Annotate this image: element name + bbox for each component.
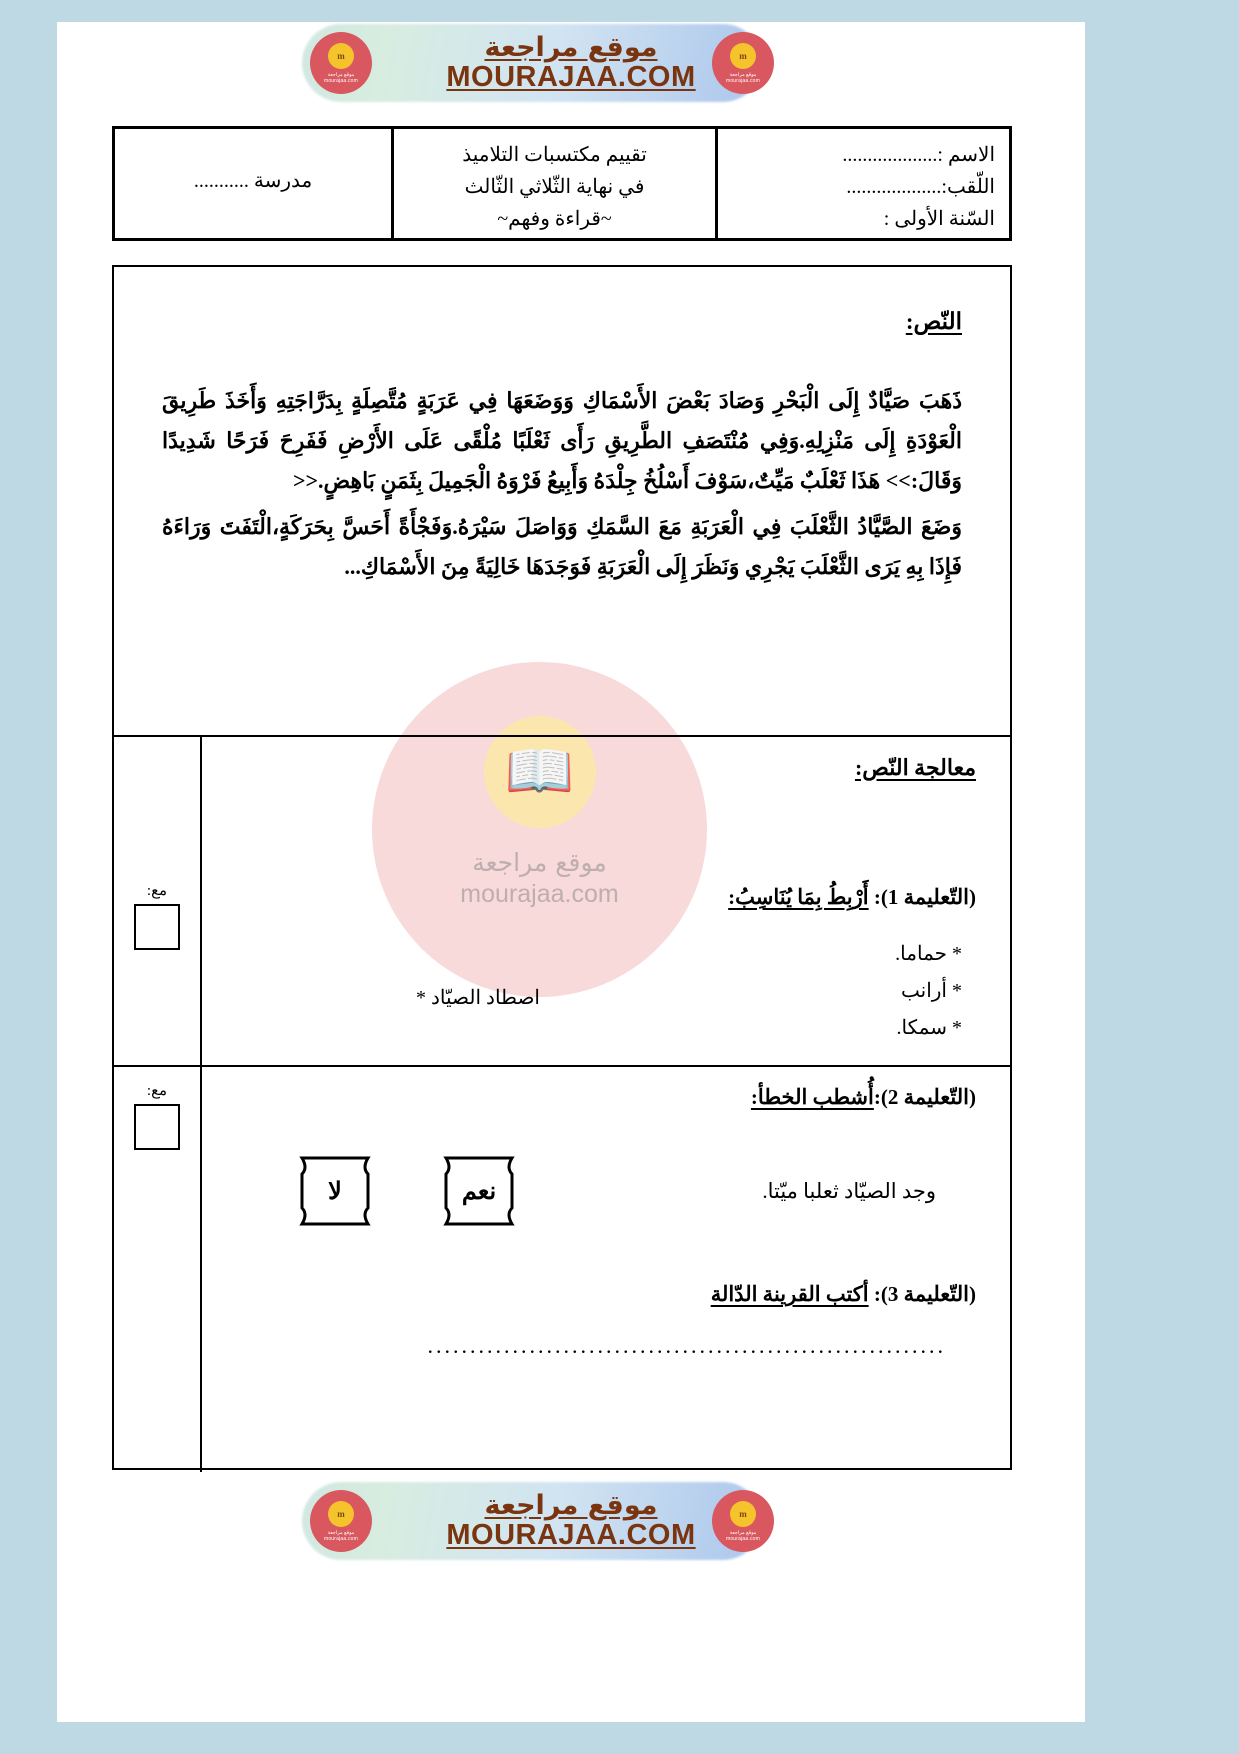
exercise-2-score-cell	[114, 1067, 202, 1472]
document-content	[57, 22, 1085, 1722]
text-treatment-row	[114, 737, 1010, 867]
matching-prompt-1[interactable]: اصطاد الصيّاد *	[416, 987, 540, 1009]
logo-sub-ar-bottom-right: موقع مراجعة	[729, 1529, 757, 1536]
reading-text-section	[114, 267, 1010, 737]
option-box-yes[interactable]	[440, 1154, 518, 1228]
yes-no-exercise	[226, 1136, 976, 1228]
exercise-3-instruction-underlined: أكتب القرينة الدّالة	[710, 1282, 869, 1306]
header-table	[112, 126, 1012, 241]
brand-english-bottom: MOURAJAA.COM	[446, 1518, 696, 1551]
watermark-english: mourajaa.com	[460, 880, 619, 908]
logo-subtext-bottom-left	[324, 1530, 358, 1542]
brand-title-top	[446, 31, 696, 93]
brand-title-bottom	[446, 1489, 696, 1551]
student-surname-field[interactable]: اللّقب:...................	[846, 176, 995, 198]
logo-mark-bottom-right: m	[730, 1501, 756, 1527]
matching-option-1[interactable]: * حماما.	[895, 943, 962, 965]
student-info-cell	[715, 129, 1009, 238]
mourajaa-logo-icon-bottom-left	[310, 1490, 372, 1552]
exercise-3-answer-line[interactable]: .............................................................	[427, 1333, 946, 1358]
exercise-1-score-box[interactable]	[134, 904, 180, 950]
passage-paragraph-1: ذَهَبَ صَيَّادٌ إِلَى الْبَحْرِ وَصَادَ بَعْضَ الأَسْمَاكِ وَوَضَعَهَا فِي عَرَبَةٍ مُتَّصِلَةٍ بِدَرَّاجَتِهِ وَأَخَذَ طَرِيقَ الْعَوْدَةِ إِلَى مَنْزِلِهِ.وَفِي مُنْتَصَفِ الطَّرِيقِ رَأَى ثَعْلَبًا مُلْقًى عَلَى الأَرْضِ فَفَرِحَ فَرَحًا شَدِيدًا وَقَالَ:>> هَذَا ثَعْلَبٌ مَيِّتٌ،سَوْفَ أَسْلُخُ جِلْدَهُ وَأَبِيعُ فَرْوَهُ الْجَمِيلَ بِثَمَنٍ بَاهِضٍ.<<	[162, 388, 962, 493]
exercise-2-score-box[interactable]	[134, 1104, 180, 1150]
option-box-no[interactable]	[296, 1154, 374, 1228]
exercise-1-score-label: مع:	[146, 883, 168, 899]
logo-sub-en-top-left: mourajaa.com	[323, 77, 359, 84]
logo-sub-ar-bottom-left: موقع مراجعة	[327, 1529, 355, 1536]
exercise-1-instruction-prefix: (التّعليمة 1):	[868, 885, 976, 909]
exercise-1-instruction-underlined: أَرْبِطُ بِمَا يُنَاسِبُ:	[728, 885, 869, 909]
watermark-arabic: موقع مراجعة	[472, 848, 607, 877]
brand-arabic-bottom: موقع مراجعة	[484, 1489, 658, 1521]
logo-mark-top-left: m	[328, 43, 354, 69]
text-heading: النّص:	[905, 309, 962, 334]
mourajaa-logo-icon-top-left	[310, 32, 372, 94]
logo-sub-en-bottom-right: mourajaa.com	[725, 1535, 761, 1542]
school-name-field[interactable]: مدرسة ...........	[193, 170, 313, 192]
logo-subtext-top-left	[324, 72, 358, 84]
logo-mark-top-right: m	[730, 43, 756, 69]
treatment-score-cell	[114, 737, 202, 867]
assessment-title-line-3: ~قراءة وفهم~	[497, 208, 612, 230]
exercise-1-score-cell	[114, 867, 202, 1065]
school-name-cell	[115, 129, 391, 238]
passage-paragraph-2: وَضَعَ الصَّيَّادُ الثَّعْلَبَ فِي الْعَرَبَةِ مَعَ السَّمَكِ وَوَاصَلَ سَيْرَهُ.وَفَجْأَةً أَحَسَّ بِحَرَكَةٍ،الْتَفَتَ وَرَاءَهُ فَإِذَا بِهِ يَرَى الثَّعْلَبَ يَجْرِي وَنَظَرَ إِلَى الْعَرَبَةِ فَوَجَدَهَا خَالِيَةً مِنَ الأَسْمَاكِ...	[162, 514, 962, 579]
option-label-no: لا	[328, 1178, 342, 1205]
exercise-3-instruction	[226, 1282, 976, 1307]
exercise-2-sentence: وجد الصيّاد ثعلبا ميّتا.	[762, 1178, 936, 1203]
logo-sub-ar-top-left: موقع مراجعة	[327, 71, 355, 78]
logo-sub-en-bottom-left: mourajaa.com	[323, 1535, 359, 1542]
matching-left-column	[732, 936, 962, 1047]
logo-sub-ar-top-right: موقع مراجعة	[729, 71, 757, 78]
exercise-2-instruction-underlined: أُشطب الخطأ:	[750, 1085, 874, 1109]
text-treatment-heading: معالجة النّص:	[854, 755, 976, 780]
matching-exercise	[226, 936, 976, 1047]
matching-option-3[interactable]: * سمكا.	[896, 1017, 962, 1039]
matching-right-column	[240, 936, 540, 1017]
main-content-box	[112, 265, 1012, 1470]
logo-sub-en-top-right: mourajaa.com	[725, 77, 761, 84]
matching-option-2[interactable]: * أرانب	[901, 980, 962, 1002]
logo-subtext-bottom-right	[726, 1530, 760, 1542]
assessment-title-line-2: في نهاية الثّلاثي الثّالث	[464, 176, 645, 198]
open-book-icon: 📖	[504, 741, 575, 803]
exercise-2-body	[202, 1067, 1010, 1472]
student-year-field[interactable]: السّنة الأولى :	[883, 208, 995, 230]
exercise-2-instruction	[226, 1085, 976, 1110]
exercise-3-instruction-prefix: (التّعليمة 3):	[868, 1282, 976, 1306]
brand-english-top: MOURAJAA.COM	[446, 60, 696, 93]
exercise-1-instruction	[226, 885, 976, 910]
student-name-field[interactable]: الاسم :...................	[842, 144, 995, 166]
text-treatment-body	[202, 737, 1010, 867]
mourajaa-logo-icon-top-right	[712, 32, 774, 94]
exercise-1-row	[114, 867, 1010, 1067]
logo-subtext-top-right	[726, 72, 760, 84]
mourajaa-logo-icon-bottom-right	[712, 1490, 774, 1552]
exercise-2-score-label: مع:	[146, 1083, 168, 1099]
assessment-title-line-1: تقييم مكتسبات التلاميذ	[462, 144, 647, 166]
exercise-1-body	[202, 867, 1010, 1065]
option-label-yes: نعم	[461, 1178, 497, 1205]
exercise-2-instruction-prefix: (التّعليمة 2):	[873, 1085, 976, 1109]
logo-mark-bottom-left: m	[328, 1501, 354, 1527]
exercise-2-row	[114, 1067, 1010, 1472]
document-page	[57, 22, 1085, 1722]
assessment-title-cell	[391, 129, 715, 238]
yes-no-option-group	[296, 1154, 518, 1228]
brand-arabic-top: موقع مراجعة	[484, 31, 658, 63]
